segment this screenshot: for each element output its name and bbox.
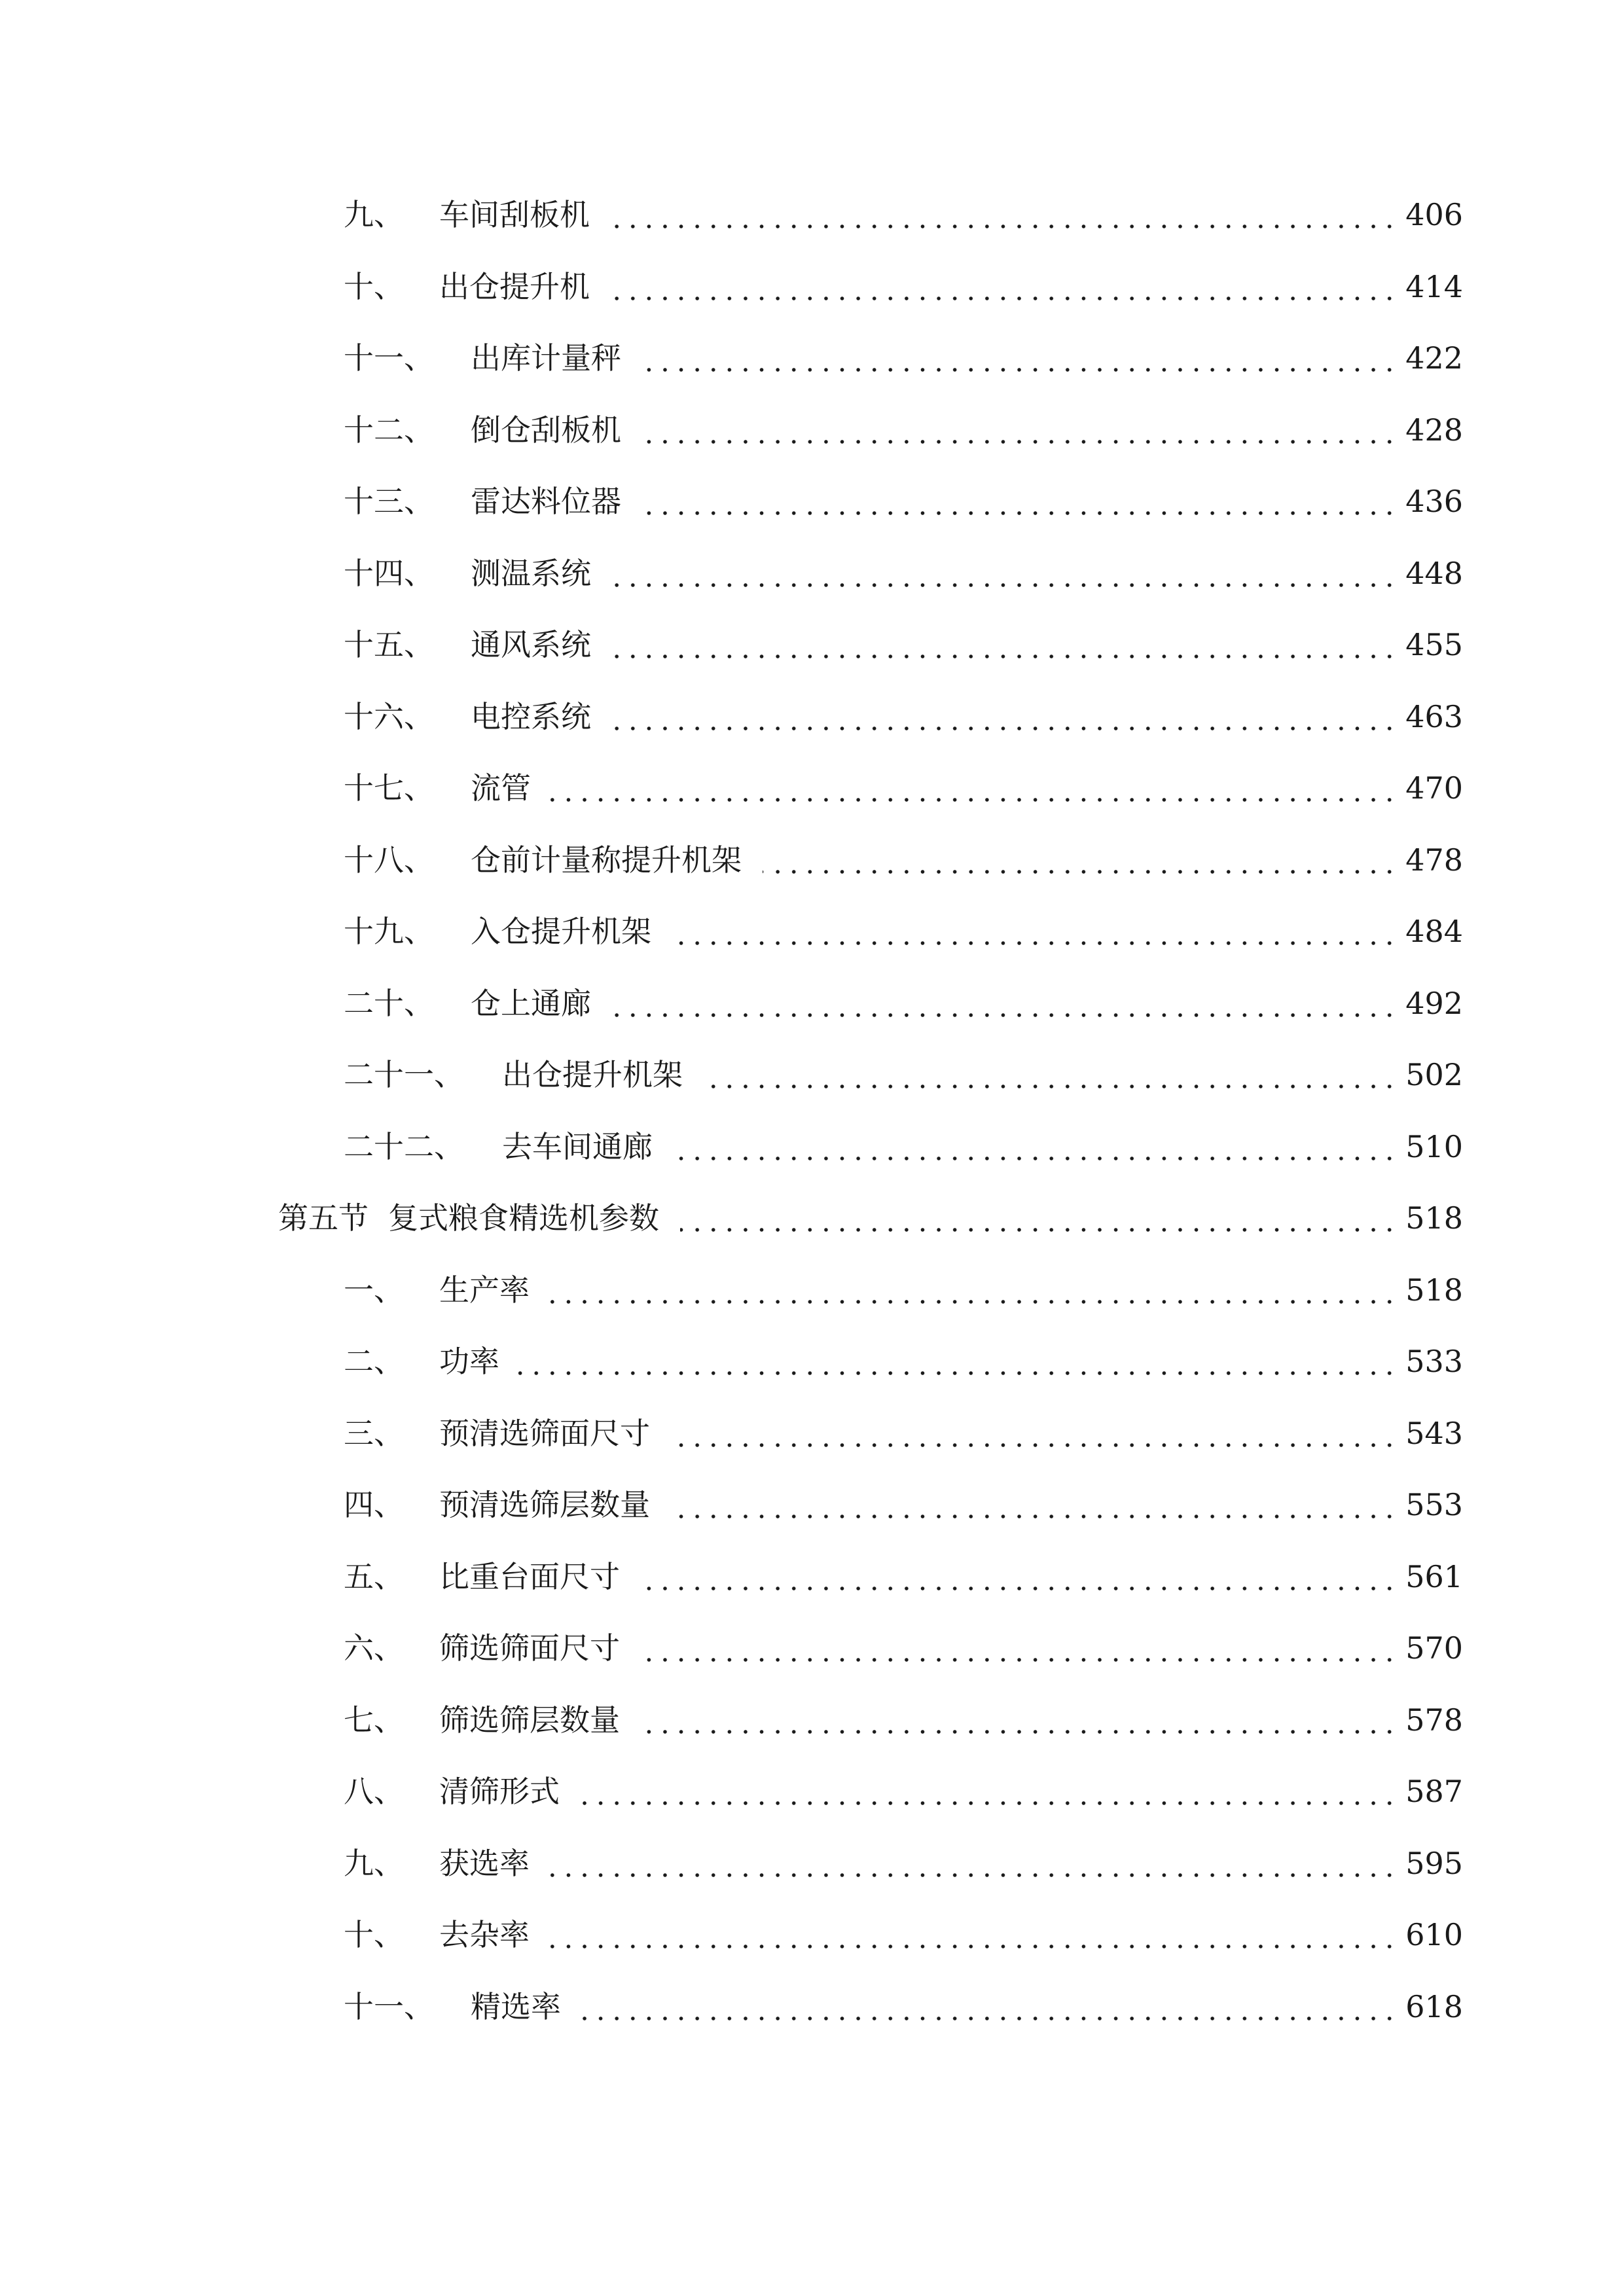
toc-entry-title: 车间刮板机 (439, 188, 596, 241)
toc-item-entry[interactable] (0, 1335, 1624, 1388)
toc-entry-number: 第五节 (278, 1200, 369, 1236)
toc-entry-title: 电控系统 (471, 691, 598, 743)
dot-leader (605, 619, 1398, 671)
toc-entry-number: 五、 (344, 1558, 404, 1594)
toc-entry-page-number: 448 (1399, 547, 1463, 600)
toc-entry-title: 获选率 (439, 1837, 536, 1890)
dot-leader (605, 260, 1398, 313)
toc-entry-number: 二十、 (344, 985, 434, 1021)
toc-entry-number: 十四、 (344, 555, 434, 591)
toc-entry-page-number: 463 (1399, 691, 1463, 743)
toc-entry-page-number: 595 (1399, 1837, 1463, 1890)
toc-entry-title: 筛选筛面尺寸 (439, 1622, 626, 1674)
toc-entry-number: 九、 (344, 197, 404, 232)
toc-item-entry[interactable] (0, 1121, 1624, 1173)
toc-item-entry[interactable] (0, 905, 1624, 958)
toc-item-entry[interactable] (0, 1909, 1624, 1961)
toc-item-entry[interactable] (0, 1765, 1624, 1818)
toc-entry-title: 筛选筛层数量 (439, 1694, 626, 1746)
dot-leader (543, 1837, 1398, 1890)
toc-entry-page-number: 470 (1399, 762, 1463, 814)
toc-entry-number: 七、 (344, 1702, 404, 1738)
dot-leader (637, 475, 1398, 528)
dot-leader (574, 1981, 1398, 2033)
dot-leader (637, 1622, 1398, 1674)
toc-entry-title: 仓前计量称提升机架 (471, 834, 748, 886)
toc-entry-title: 比重台面尺寸 (439, 1551, 626, 1603)
toc-entry-page-number: 502 (1399, 1049, 1463, 1101)
dot-leader (637, 1694, 1398, 1746)
toc-entry-title: 流管 (471, 762, 537, 814)
toc-entry-number: 十、 (344, 268, 404, 304)
toc-entry-number: 十六、 (344, 698, 434, 734)
dot-leader (574, 1765, 1398, 1818)
toc-entry-title: 去杂率 (439, 1909, 536, 1961)
dot-leader (637, 1551, 1398, 1603)
dot-leader (668, 1407, 1398, 1460)
dot-leader (605, 691, 1398, 743)
toc-item-entry[interactable] (0, 260, 1624, 313)
toc-entry-number: 一、 (344, 1272, 404, 1308)
toc-entry-title: 去车间通廊 (502, 1121, 659, 1173)
toc-item-entry[interactable] (0, 691, 1624, 743)
dot-leader (763, 834, 1398, 886)
toc-item-entry[interactable] (0, 1479, 1624, 1531)
toc-item-entry[interactable] (0, 1694, 1624, 1746)
toc-entry-title: 倒仓刮板机 (471, 404, 628, 456)
dot-leader (605, 977, 1398, 1030)
toc-entry-number: 十二、 (344, 412, 434, 448)
toc-entry-number: 八、 (344, 1774, 404, 1809)
toc-entry-page-number: 553 (1399, 1479, 1463, 1531)
toc-entry-title: 仓上通廊 (471, 977, 598, 1030)
dot-leader (543, 1264, 1398, 1316)
toc-entry-title: 入仓提升机架 (471, 905, 658, 958)
toc-item-entry[interactable] (0, 1981, 1624, 2033)
toc-entry-title: 雷达料位器 (471, 475, 628, 528)
toc-entry-page-number: 518 (1399, 1264, 1463, 1316)
toc-entry-number: 六、 (344, 1630, 404, 1666)
dot-leader (543, 762, 1398, 814)
toc-entry-number: 十五、 (344, 627, 434, 662)
toc-entry-title: 生产率 (439, 1264, 536, 1316)
toc-entry-page-number: 587 (1399, 1765, 1463, 1818)
toc-item-entry[interactable] (0, 404, 1624, 456)
dot-leader (668, 1121, 1398, 1173)
toc-entry-page-number: 533 (1399, 1335, 1463, 1388)
toc-item-entry[interactable] (0, 188, 1624, 241)
toc-entry-title: 预清选筛面尺寸 (439, 1407, 657, 1460)
toc-entry-number: 十七、 (344, 770, 434, 806)
toc-entry-page-number: 484 (1399, 905, 1463, 958)
toc-item-entry[interactable] (0, 1551, 1624, 1603)
toc-item-entry[interactable] (0, 834, 1624, 886)
toc-entry-page-number: 492 (1399, 977, 1463, 1030)
toc-entry-page-number: 570 (1399, 1622, 1463, 1674)
toc-item-entry[interactable] (0, 332, 1624, 384)
toc-item-entry[interactable] (0, 1264, 1624, 1316)
toc-item-entry[interactable] (0, 1837, 1624, 1890)
dot-leader (668, 905, 1398, 958)
toc-entry-page-number: 610 (1399, 1909, 1463, 1961)
dot-leader (637, 404, 1398, 456)
toc-entry-title: 复式粮食精选机参数 (388, 1192, 666, 1244)
dot-leader (700, 1049, 1398, 1101)
toc-entry-page-number: 618 (1399, 1981, 1463, 2033)
toc-entry-number: 十三、 (344, 484, 434, 519)
toc-entry-title: 清筛形式 (439, 1765, 566, 1818)
toc-entry-number: 二十二、 (344, 1128, 464, 1164)
toc-item-entry[interactable] (0, 762, 1624, 814)
dot-leader (511, 1335, 1398, 1388)
toc-entry-title: 精选率 (471, 1981, 568, 2033)
toc-entry-title: 出仓提升机 (439, 260, 596, 313)
toc-entry-page-number: 510 (1399, 1121, 1463, 1173)
dot-leader (605, 188, 1398, 241)
toc-entry-number: 十一、 (344, 340, 434, 376)
toc-entry-number: 十八、 (344, 842, 434, 878)
toc-entry-title: 测温系统 (471, 547, 598, 600)
dot-leader (680, 1192, 1398, 1244)
toc-item-entry[interactable] (0, 1407, 1624, 1460)
toc-entry-title: 通风系统 (471, 619, 598, 671)
dot-leader (637, 332, 1398, 384)
dot-leader (605, 547, 1398, 600)
toc-item-entry[interactable] (0, 1049, 1624, 1101)
toc-entry-page-number: 478 (1399, 834, 1463, 886)
toc-entry-number: 四、 (344, 1487, 404, 1522)
toc-entry-page-number: 414 (1399, 260, 1463, 313)
toc-entry-page-number: 406 (1399, 188, 1463, 241)
toc-entry-page-number: 428 (1399, 404, 1463, 456)
toc-entry-page-number: 518 (1399, 1192, 1463, 1244)
toc-entry-page-number: 455 (1399, 619, 1463, 671)
toc-item-entry[interactable] (0, 547, 1624, 600)
toc-item-entry[interactable] (0, 1622, 1624, 1674)
toc-item-entry[interactable] (0, 475, 1624, 528)
toc-item-entry[interactable] (0, 977, 1624, 1030)
toc-entry-title: 功率 (439, 1335, 506, 1388)
toc-entry-page-number: 436 (1399, 475, 1463, 528)
dot-leader (543, 1909, 1398, 1961)
toc-entry-number: 九、 (344, 1845, 404, 1881)
toc-entry-title: 预清选筛层数量 (439, 1479, 657, 1531)
toc-entry-page-number: 578 (1399, 1694, 1463, 1746)
toc-entry-number: 十九、 (344, 914, 434, 949)
toc-entry-number: 二十一、 (344, 1057, 464, 1092)
toc-entry-page-number: 561 (1399, 1551, 1463, 1603)
toc-entry-page-number: 422 (1399, 332, 1463, 384)
toc-entry-number: 十、 (344, 1917, 404, 1952)
toc-entry-title: 出库计量秤 (471, 332, 628, 384)
toc-entry-number: 三、 (344, 1415, 404, 1451)
toc-entry-page-number: 543 (1399, 1407, 1463, 1460)
dot-leader (668, 1479, 1398, 1531)
toc-entry-title: 出仓提升机架 (502, 1049, 689, 1101)
toc-section-entry[interactable] (0, 1192, 1624, 1244)
toc-entry-number: 十一、 (344, 1988, 434, 2024)
toc-entry-number: 二、 (344, 1344, 404, 1379)
toc-item-entry[interactable] (0, 619, 1624, 671)
